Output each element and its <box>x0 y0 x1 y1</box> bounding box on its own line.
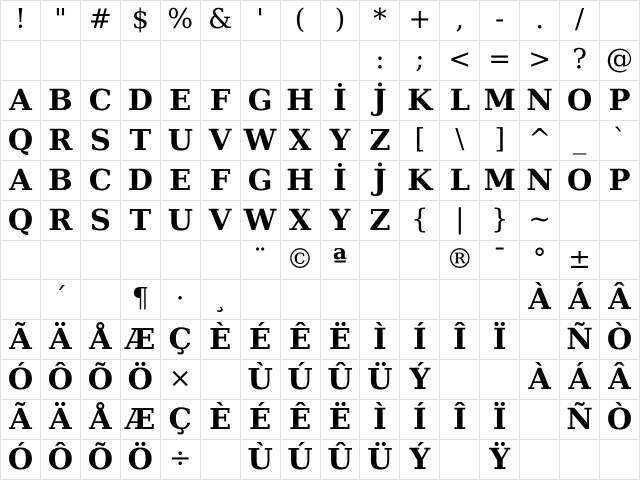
glyph-cell: × <box>161 360 200 399</box>
glyph-cell: % <box>161 1 200 40</box>
glyph-cell: ^ <box>520 121 559 160</box>
glyph-cell: ; <box>400 41 439 80</box>
glyph-cell: İ <box>321 161 360 200</box>
glyph-cell: L <box>440 81 479 120</box>
glyph-cell: B <box>41 161 80 200</box>
glyph-cell: @ <box>600 41 639 80</box>
glyph-cell: ' <box>241 1 280 40</box>
glyph-cell: S <box>81 201 120 240</box>
glyph-cell <box>121 241 160 280</box>
glyph-cell: © <box>281 241 320 280</box>
glyph-cell: K <box>400 161 439 200</box>
glyph-cell: Q <box>1 121 40 160</box>
glyph-cell: " <box>41 1 80 40</box>
glyph-cell <box>600 1 639 40</box>
glyph-cell <box>81 41 120 80</box>
glyph-cell: P <box>600 161 639 200</box>
glyph-cell: Ì <box>360 320 399 359</box>
glyph-cell: Ï <box>480 400 519 439</box>
glyph-cell: U <box>161 121 200 160</box>
glyph-cell <box>560 440 599 479</box>
glyph-cell <box>520 400 559 439</box>
glyph-cell: À <box>520 280 559 319</box>
glyph-cell: J̇ <box>360 161 399 200</box>
glyph-cell: Å <box>81 320 120 359</box>
glyph-cell: / <box>560 1 599 40</box>
glyph-cell: ª <box>321 241 360 280</box>
glyph-cell <box>161 241 200 280</box>
glyph-cell: O <box>560 161 599 200</box>
glyph-cell: Ë <box>321 320 360 359</box>
glyph-cell: : <box>360 41 399 80</box>
glyph-cell <box>440 440 479 479</box>
glyph-cell <box>321 280 360 319</box>
glyph-cell: T <box>121 121 160 160</box>
glyph-cell: { <box>400 201 439 240</box>
glyph-cell: ! <box>1 1 40 40</box>
glyph-cell <box>520 440 559 479</box>
glyph-cell <box>281 280 320 319</box>
glyph-cell: ) <box>321 1 360 40</box>
glyph-cell: Ï <box>480 320 519 359</box>
glyph-cell: X <box>281 201 320 240</box>
glyph-cell <box>600 440 639 479</box>
glyph-cell: Á <box>560 360 599 399</box>
glyph-cell: Ç <box>161 320 200 359</box>
glyph-cell: Ò <box>600 320 639 359</box>
glyph-cell: Ë <box>321 400 360 439</box>
glyph-cell: H <box>281 161 320 200</box>
glyph-cell: V <box>201 121 240 160</box>
glyph-cell: Ô <box>41 440 80 479</box>
glyph-cell: Ö <box>121 360 160 399</box>
glyph-cell: Â <box>600 280 639 319</box>
glyph-cell <box>520 320 559 359</box>
glyph-cell: Õ <box>81 360 120 399</box>
glyph-cell: . <box>520 1 559 40</box>
glyph-cell: J̇ <box>360 81 399 120</box>
glyph-cell <box>440 280 479 319</box>
glyph-cell: Ù <box>241 360 280 399</box>
glyph-cell <box>600 241 639 280</box>
glyph-cell: K <box>400 81 439 120</box>
glyph-cell: ± <box>560 241 599 280</box>
glyph-cell: U <box>161 201 200 240</box>
glyph-cell: F <box>201 161 240 200</box>
glyph-cell: < <box>440 41 479 80</box>
glyph-cell: · <box>161 280 200 319</box>
glyph-cell: P <box>600 81 639 120</box>
glyph-cell: Ú <box>281 360 320 399</box>
glyph-cell <box>41 241 80 280</box>
glyph-cell: D <box>121 161 160 200</box>
glyph-cell: Q <box>1 201 40 240</box>
glyph-cell <box>201 241 240 280</box>
glyph-cell <box>1 280 40 319</box>
glyph-cell <box>201 440 240 479</box>
glyph-cell: ¸ <box>201 280 240 319</box>
glyph-cell: Î <box>440 320 479 359</box>
glyph-cell: A <box>1 81 40 120</box>
glyph-cell <box>241 41 280 80</box>
glyph-cell: Û <box>321 440 360 479</box>
glyph-cell: Ù <box>241 440 280 479</box>
glyph-cell: Ä <box>41 400 80 439</box>
glyph-cell <box>81 280 120 319</box>
glyph-cell: Ö <box>121 440 160 479</box>
glyph-cell: İ <box>321 81 360 120</box>
glyph-cell <box>81 241 120 280</box>
glyph-cell: Ú <box>281 440 320 479</box>
glyph-cell: R <box>41 121 80 160</box>
glyph-cell: ( <box>281 1 320 40</box>
glyph-cell: Æ <box>121 400 160 439</box>
glyph-cell: Í <box>400 320 439 359</box>
glyph-cell <box>161 41 200 80</box>
glyph-cell: ? <box>560 41 599 80</box>
glyph-cell: , <box>440 1 479 40</box>
glyph-cell: Y <box>321 201 360 240</box>
glyph-cell: Í <box>400 400 439 439</box>
glyph-cell: Ç <box>161 400 200 439</box>
glyph-cell: Ý <box>400 440 439 479</box>
glyph-cell: Ý <box>400 360 439 399</box>
glyph-cell <box>360 241 399 280</box>
glyph-cell: ÷ <box>161 440 200 479</box>
glyph-cell: Z <box>360 121 399 160</box>
glyph-cell: F <box>201 81 240 120</box>
glyph-cell: ° <box>520 241 559 280</box>
glyph-cell: V <box>201 201 240 240</box>
glyph-cell: Ô <box>41 360 80 399</box>
glyph-cell <box>360 280 399 319</box>
glyph-cell <box>241 280 280 319</box>
glyph-cell <box>201 41 240 80</box>
glyph-cell: C <box>81 161 120 200</box>
glyph-cell: $ <box>121 1 160 40</box>
glyph-cell: T <box>121 201 160 240</box>
glyph-cell: X <box>281 121 320 160</box>
glyph-cell: W <box>241 121 280 160</box>
glyph-cell: ´ <box>41 280 80 319</box>
glyph-cell <box>1 241 40 280</box>
glyph-cell: Æ <box>121 320 160 359</box>
glyph-cell: > <box>520 41 559 80</box>
glyph-cell: ~ <box>520 201 559 240</box>
glyph-cell: Ä <box>41 320 80 359</box>
glyph-cell: Ó <box>1 440 40 479</box>
glyph-cell: B <box>41 81 80 120</box>
glyph-cell <box>1 41 40 80</box>
glyph-cell: É <box>241 320 280 359</box>
glyph-cell <box>121 41 160 80</box>
glyph-cell: O <box>560 81 599 120</box>
glyph-cell: M <box>480 161 519 200</box>
glyph-cell <box>480 360 519 399</box>
glyph-cell <box>400 280 439 319</box>
glyph-cell: É <box>241 400 280 439</box>
glyph-cell: Ü <box>360 440 399 479</box>
glyph-cell <box>281 41 320 80</box>
glyph-cell: Z <box>360 201 399 240</box>
glyph-cell: ¶ <box>121 280 160 319</box>
glyph-cell: Â <box>600 360 639 399</box>
glyph-cell: Ã <box>1 400 40 439</box>
glyph-cell: ` <box>600 121 639 160</box>
glyph-cell: = <box>480 41 519 80</box>
glyph-cell: ] <box>480 121 519 160</box>
glyph-cell: Ó <box>1 360 40 399</box>
glyph-cell: & <box>201 1 240 40</box>
glyph-cell: N <box>520 81 559 120</box>
glyph-cell: H <box>281 81 320 120</box>
glyph-cell: Á <box>560 280 599 319</box>
glyph-cell: G <box>241 81 280 120</box>
glyph-cell: À <box>520 360 559 399</box>
glyph-cell: Å <box>81 400 120 439</box>
glyph-cell: E <box>161 81 200 120</box>
glyph-cell <box>400 241 439 280</box>
glyph-cell: Ñ <box>560 320 599 359</box>
glyph-cell: Y <box>321 121 360 160</box>
glyph-cell: D <box>121 81 160 120</box>
glyph-cell: Ã <box>1 320 40 359</box>
glyph-cell: Ì <box>360 400 399 439</box>
glyph-cell: # <box>81 1 120 40</box>
glyph-cell: Ü <box>360 360 399 399</box>
glyph-cell: \ <box>440 121 479 160</box>
glyph-cell: ¨ <box>241 241 280 280</box>
glyph-cell: Î <box>440 400 479 439</box>
glyph-cell: M <box>480 81 519 120</box>
glyph-cell: A <box>1 161 40 200</box>
glyph-cell <box>440 360 479 399</box>
glyph-cell: C <box>81 81 120 120</box>
glyph-cell: } <box>480 201 519 240</box>
glyph-cell: Õ <box>81 440 120 479</box>
glyph-cell: Ò <box>600 400 639 439</box>
glyph-cell: ® <box>440 241 479 280</box>
glyph-cell: Ê <box>281 320 320 359</box>
glyph-cell: E <box>161 161 200 200</box>
glyph-cell <box>600 201 639 240</box>
glyph-cell: Ÿ <box>480 440 519 479</box>
glyph-cell: R <box>41 201 80 240</box>
glyph-cell <box>41 41 80 80</box>
glyph-cell: _ <box>560 121 599 160</box>
glyph-cell: Ñ <box>560 400 599 439</box>
glyph-cell <box>480 280 519 319</box>
glyph-cell: | <box>440 201 479 240</box>
glyph-cell: Ê <box>281 400 320 439</box>
glyph-cell <box>201 360 240 399</box>
glyph-cell: È <box>201 400 240 439</box>
glyph-cell: - <box>480 1 519 40</box>
glyph-cell: S <box>81 121 120 160</box>
glyph-cell: [ <box>400 121 439 160</box>
glyph-cell: G <box>241 161 280 200</box>
glyph-cell: È <box>201 320 240 359</box>
glyph-cell: L <box>440 161 479 200</box>
glyph-cell: W <box>241 201 280 240</box>
glyph-cell: + <box>400 1 439 40</box>
glyph-cell: ¯ <box>480 241 519 280</box>
glyph-cell: * <box>360 1 399 40</box>
glyph-cell: N <box>520 161 559 200</box>
glyph-cell <box>560 201 599 240</box>
glyph-cell <box>321 41 360 80</box>
glyph-cell: Û <box>321 360 360 399</box>
